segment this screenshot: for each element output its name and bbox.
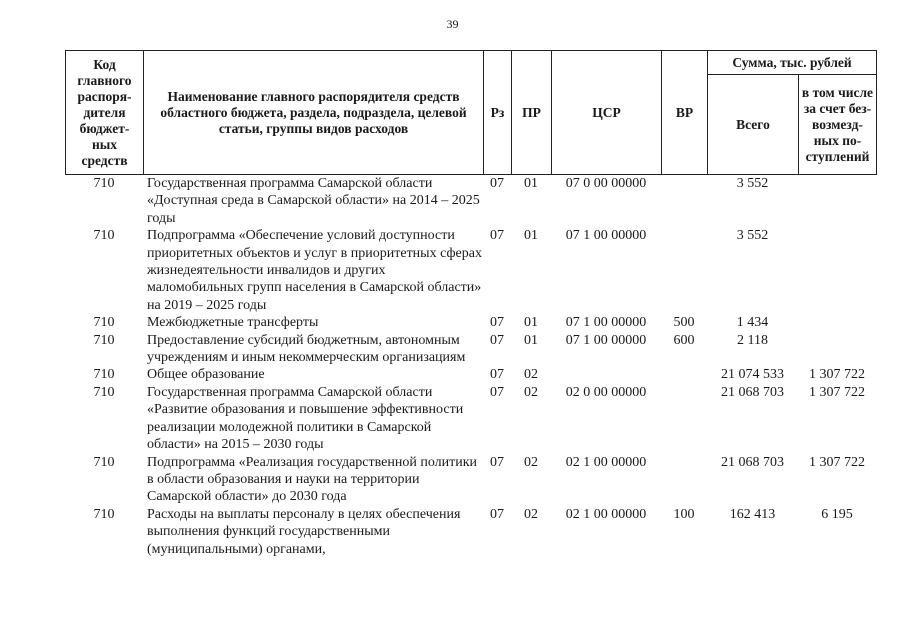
header-total: Всего (708, 75, 799, 175)
cell-csr: 07 1 00 00000 (565, 315, 647, 331)
cell-csr: 07 1 00 00000 (565, 228, 647, 244)
cell-name: Предоставление субсидий бюджетным, автономным учреждениям и иным некоммерческим организациям (147, 332, 466, 366)
cell-incl: 6 195 (821, 506, 853, 522)
cell-vr (661, 454, 707, 506)
cell-pr: 02 (524, 506, 538, 522)
cell-pr: 01 (524, 176, 538, 191)
cell-incl: 1 307 722 (809, 384, 865, 400)
header-code: Код главного распоря-дителя бюджет-ных средств (66, 51, 144, 175)
cell-incl (798, 227, 876, 314)
cell-name: Государственная программа Самарской области «Развитие образования и повышение эффективности реализации молодежной политики в Самарской области» на 2015 – 2030 годы (147, 384, 464, 453)
table-row (65, 314, 876, 331)
table-row (65, 366, 876, 383)
cell-pr: 01 (524, 315, 538, 331)
cell-name: Подпрограмма «Реализация государственной политики в области образования и науки на территории Самарской области» до 2030 года (147, 454, 478, 505)
cell-total: 1 434 (736, 315, 769, 331)
cell-vr (661, 227, 707, 314)
cell-rz: 07 (490, 228, 504, 244)
table-row (65, 332, 876, 367)
header-name: Наименование главного распорядителя средств областного бюджета, раздела, подраздела, целевой статьи, группы видов расходов (144, 51, 484, 175)
cell-csr: 02 1 00 00000 (565, 506, 647, 522)
cell-vr: 500 (673, 315, 695, 331)
cell-vr: 100 (673, 506, 695, 522)
header-vr: ВР (662, 51, 708, 175)
cell-total: 3 552 (736, 228, 769, 244)
cell-code: 710 (93, 315, 115, 331)
header-csr: ЦСР (552, 51, 662, 175)
cell-total: 2 118 (737, 332, 768, 348)
cell-code: 710 (93, 332, 115, 348)
table-row (65, 506, 876, 558)
cell-csr: 07 0 00 00000 (565, 176, 647, 191)
cell-vr: 600 (673, 332, 695, 348)
cell-name: Расходы на выплаты персоналу в целях обеспечения выполнения функций государственными (муниципальными) органами, (147, 506, 461, 557)
cell-code: 710 (93, 367, 115, 383)
cell-code: 710 (93, 384, 115, 400)
table-row (65, 227, 876, 314)
cell-incl (798, 314, 876, 331)
cell-pr: 01 (524, 228, 538, 244)
cell-total: 21 068 703 (721, 454, 784, 470)
cell-name: Общее образование (147, 367, 265, 383)
cell-name: Подпрограмма «Обеспечение условий доступности приоритетных объектов и услуг в приоритетных сферах жизнедеятельности инвалидов и других маломобильных групп населения в Самарской области» на 2019 – 2025 годы (147, 228, 482, 313)
cell-total: 3 552 (736, 176, 769, 191)
cell-rz: 07 (490, 384, 504, 400)
header-pr: ПР (512, 51, 552, 175)
header-rz: Рз (484, 51, 512, 175)
table-header (65, 50, 877, 175)
table-row (65, 454, 876, 506)
cell-rz: 07 (490, 367, 504, 383)
cell-name: Государственная программа Самарской области «Доступная среда в Самарской области» на 2014 – 2025 годы (147, 176, 480, 226)
cell-pr: 02 (524, 367, 538, 383)
cell-pr: 02 (524, 384, 538, 400)
cell-rz: 07 (490, 454, 504, 470)
table-body (65, 175, 876, 558)
cell-rz: 07 (490, 315, 504, 331)
cell-code: 710 (93, 228, 115, 244)
header-incl: в том числе за счет без-возмезд-ных по-ступлений (799, 75, 877, 175)
page-number: 39 (446, 17, 459, 31)
table-row (65, 384, 876, 454)
cell-rz: 07 (490, 332, 504, 348)
cell-rz: 07 (490, 176, 504, 191)
cell-vr (661, 366, 707, 383)
cell-code: 710 (93, 454, 115, 470)
cell-incl (798, 175, 876, 227)
cell-incl: 1 307 722 (809, 367, 865, 383)
cell-csr: 02 0 00 00000 (565, 384, 647, 400)
cell-csr: 02 1 00 00000 (565, 454, 647, 470)
header-sum: Сумма, тыс. рублей (708, 51, 877, 75)
table-row (65, 175, 876, 227)
cell-code: 710 (93, 506, 115, 522)
cell-pr: 02 (524, 454, 538, 470)
cell-incl (798, 332, 876, 367)
cell-incl: 1 307 722 (809, 454, 865, 470)
cell-total: 21 074 533 (721, 367, 784, 383)
cell-total: 162 413 (729, 506, 776, 522)
cell-vr (661, 175, 707, 227)
cell-vr (661, 384, 707, 454)
cell-rz: 07 (490, 506, 504, 522)
cell-name: Межбюджетные трансферты (147, 315, 319, 331)
cell-code: 710 (93, 176, 115, 191)
cell-csr: 07 1 00 00000 (565, 332, 647, 348)
cell-csr (551, 366, 661, 383)
cell-total: 21 068 703 (721, 384, 784, 400)
cell-pr: 01 (524, 332, 538, 348)
